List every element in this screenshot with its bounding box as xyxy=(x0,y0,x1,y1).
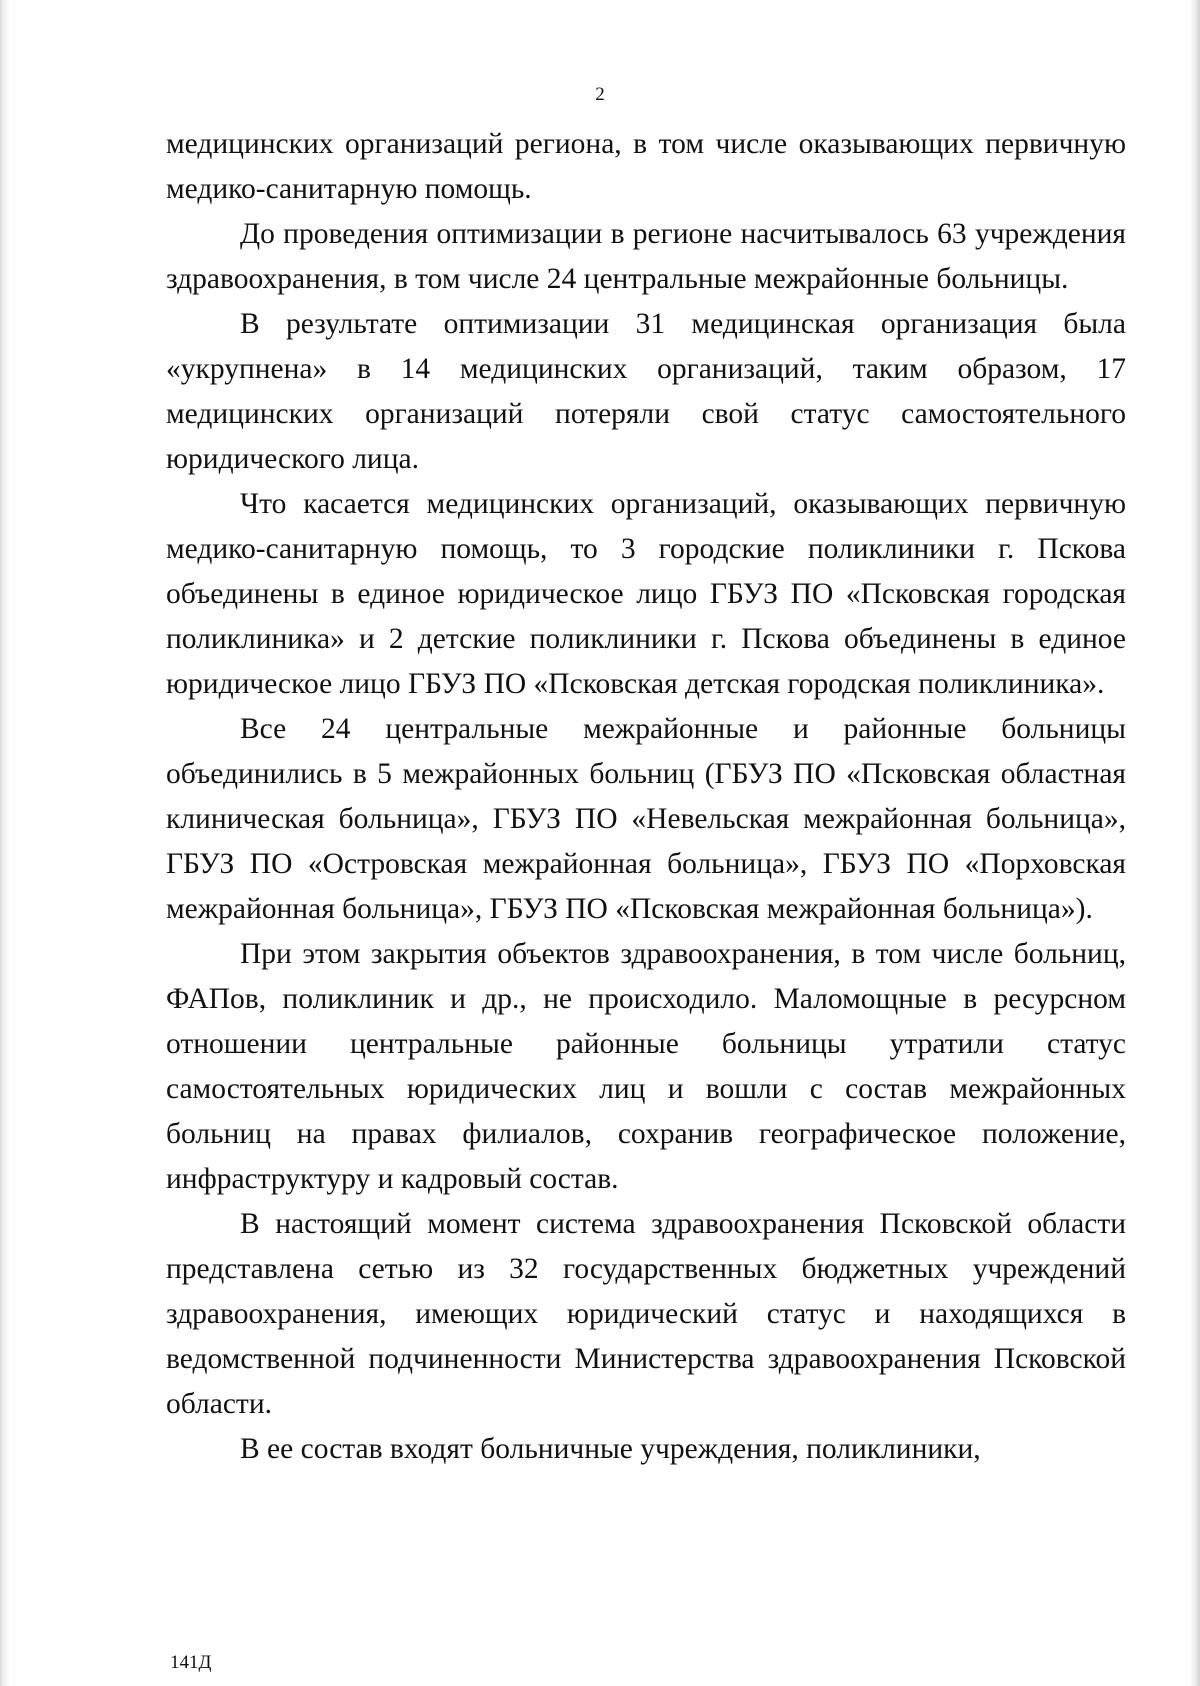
document-body xyxy=(166,122,1126,1472)
scan-right-edge xyxy=(1190,0,1200,1686)
scan-left-edge xyxy=(0,0,10,1686)
paragraph: В результате оптимизации 31 медицинская организация была «укрупнена» в 14 медицинских организаций, таким образом, 17 медицинских организаций потеряли свой статус самостоятельного юридического лица. xyxy=(166,308,1126,475)
paragraph: До проведения оптимизации в регионе насчитывалось 63 учреждения здравоохранения, в том числе 24 центральные межрайонные больницы. xyxy=(166,218,1126,295)
paragraph-continuation: медицинских организаций региона, в том числе оказывающих первичную медико-санитарную помощь. xyxy=(166,128,1126,205)
paragraph: Все 24 центральные межрайонные и районные больницы объединились в 5 межрайонных больниц (ГБУЗ ПО «Псковская областная клиническая больница», ГБУЗ ПО «Невельская межрайонная больница», ГБУЗ ПО «Островская межрайонная больница», ГБУЗ ПО «Порховская межрайонная больница», ГБУЗ ПО «Псковская межрайонная больница»). xyxy=(166,713,1126,925)
paragraph: При этом закрытия объектов здравоохранения, в том числе больниц, ФАПов, поликлиник и др., не происходило. Маломощные в ресурсном отношении центральные районные больницы утратили статус самостоятельных юридических лиц и вошли с состав межрайонных больниц на правах филиалов, сохранив географическое положение, инфраструктуру и кадровый состав. xyxy=(166,938,1126,1195)
document-code: 141Д xyxy=(170,1652,212,1673)
page-number: 2 xyxy=(595,84,605,105)
paragraph-cut-off: В ее состав входят больничные учреждения, поликлиники, xyxy=(240,1433,981,1465)
paragraph: Что касается медицинских организаций, оказывающих первичную медико-санитарную помощь, то 3 городские поликлиники г. Пскова объединены в единое юридическое лицо ГБУЗ ПО «Псковская городская поликлиника» и 2 детские поликлиники г. Пскова объединены в единое юридическое лицо ГБУЗ ПО «Псковская детская городская поликлиника». xyxy=(166,488,1126,700)
paragraph: В настоящий момент система здравоохранения Псковской области представлена сетью из 32 государственных бюджетных учреждений здравоохранения, имеющих юридический статус и находящихся в ведомственной подчиненности Министерства здравоохранения Псковской области. xyxy=(166,1208,1126,1420)
